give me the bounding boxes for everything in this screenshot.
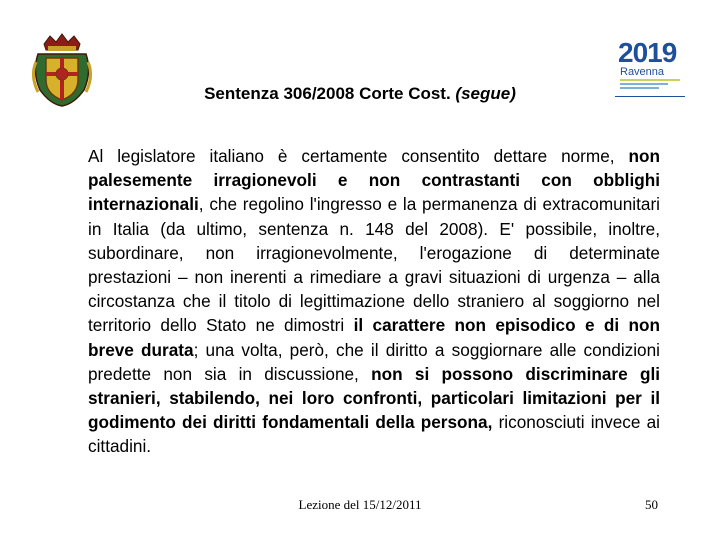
footer-page-number: 50 xyxy=(645,497,658,512)
body-segment: , che regolino l'ingresso e la permanenza di extracomunitari in Italia (da ultimo, sentenza n. 148 del 2008). E' possibile, inoltre, subordinare, non irragionevolmente, l'erogazione di determinate prestazioni – non inerenti a rimediare a gravi situazioni di urgenza – alla circostanza che il titolo di legittimazione dello straniero al soggiorno nel territorio dello Stato ne dimostri xyxy=(88,194,660,336)
body-segment: ; una volta, però, che il diritto a soggiornare alle condizioni predette non sia in discussione, xyxy=(88,339,660,384)
logo-year: 2019 xyxy=(618,37,677,68)
body-segment-bold: non si possono discriminare gli stranieri, stabilendo, nei loro confronti, particolari limitazioni per il godimento dei diritti fondamentali della persona, xyxy=(88,363,660,433)
slide-title-paren: (segue) xyxy=(455,84,516,103)
body-paragraph xyxy=(88,144,660,459)
body-segment-bold: non palesemente irragionevoli e non contrastanti con obblighi internazionali xyxy=(88,146,660,215)
slide-title xyxy=(0,83,720,105)
footer-lecture-date: Lezione del 15/12/2011 xyxy=(298,497,422,512)
body-segment: riconosciuti invece ai cittadini. xyxy=(88,412,660,457)
logo-city: Ravenna xyxy=(620,66,665,78)
body-segment-bold: il carattere non episodico e di non breve durata xyxy=(88,315,660,360)
body-segment: Al legislatore italiano è certamente consentito dettare norme, xyxy=(88,146,629,166)
slide-title-main: Sentenza 306/2008 Corte Cost. xyxy=(204,84,456,103)
